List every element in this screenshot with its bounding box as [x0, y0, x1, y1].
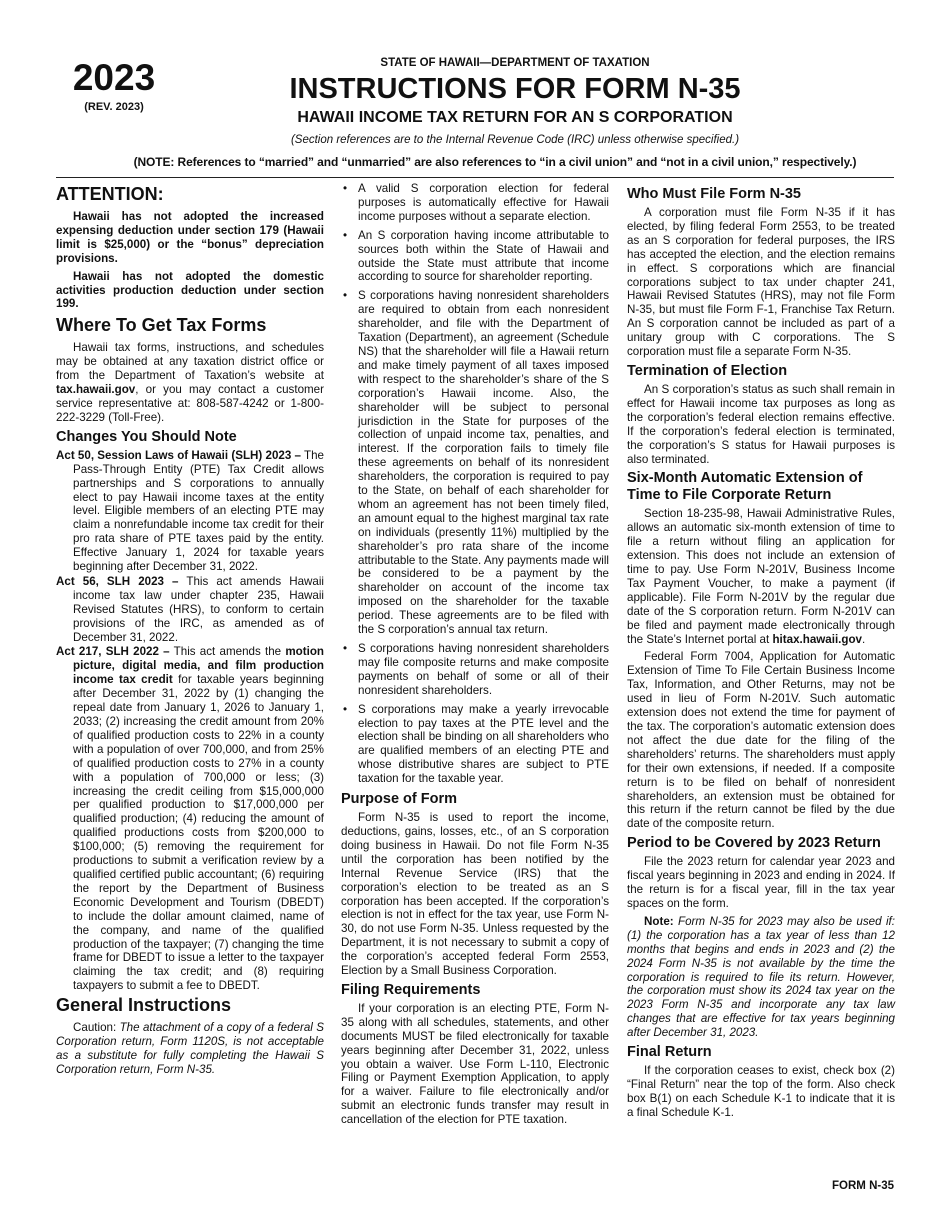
list-item: • An S corporation having income attributable to sources both within the State of Hawaii and outside the State must attribute that income according to source for shareholder reporting. [341, 229, 609, 285]
list-item: • S corporations having nonresident shareholders may file composite returns and make composite payments on behalf of some or all of their nonresident shareholders. [341, 642, 609, 698]
purpose-paragraph: Form N-35 is used to report the income, deductions, gains, losses, etc., of an S corporation doing business in Hawaii. Do not file Form N-35 until the corporation has been notified by the Internal Revenue Service (IRS) that the corporation’s election to be treated as an S corporation has been accepted. If the corporation’s election is not in effect for the tax year, use Form N-30, do not use Form N-35. Unless requested by the Department, it is not necessary to submit a copy of the corporation’s accepted federal Form 2553, Election by a Small Business Corporation. [341, 811, 609, 978]
extension-paragraph-1: Section 18-235-98, Hawaii Administrative Rules, allows an automatic six-month extension of time to file a return without filing an application for extension. This does not include an extension of time to pay. Use Form N-201V, Business Income Tax Payment Voucher, to make a payment (if applicable). File Form N-201V by the regular due date of the S corporation return. Form N-201V can be filed and payment made electronically through the State’s Internet portal at hitax.hawaii.gov. [627, 507, 895, 646]
header-divider [56, 177, 894, 178]
attention-paragraph-1: Hawaii has not adopted the increased expensing deduction under section 179 (Hawaii limit is $25,000) or the “bonus” depreciation provisions. [56, 210, 324, 265]
attention-paragraph-2: Hawaii has not adopted the domestic activities production deduction under section 199. [56, 269, 324, 311]
act-217-item: Act 217, SLH 2022 – This act amends the motion picture, digital media, and film production income tax credit for taxable years beginning after December 31, 2022 by (1) changing the repeal date from January 1, 2026 to January 1, 2033; (2) increasing the credit amount from 20% of qualified production costs to 22% in a county with a population of over 700,000, and from 25% of qualified production costs to 27% in a county with a population of 700,000 or less; (3) increasing the credit ceiling from $15,000,000 per qualified production to $17,000,000 per qualified production; (4) reducing the amount of qualified productions costs from $200,000 to $100,000; (5) removing the requirement for productions to submit a verification review by a qualified certified public accountant; (6) requiring the report by the Department of Business Economic Development and Tourism (DBEDT) to include the dollar amount claimed, name of the company, and name of the qualified production of the taxpayer; (7) changing the time frame for DBEDT to issue a letter to the taxpayer claiming the tax credit; and (8) requiring taxpayers to submit a fee to DBEDT. [56, 645, 324, 993]
period-paragraph: File the 2023 return for calendar year 2023 and fiscal years beginning in 2023 and ending in 2024. If the return is for a fiscal year, fill in the tax year spaces on the form. [627, 855, 895, 910]
final-return-paragraph: If the corporation ceases to exist, check box (2) “Final Return” near the top of the form. Also check box B(1) on each Schedule K-1 to indicate that it is a final Schedule K-1. [627, 1064, 895, 1119]
column-middle [341, 182, 609, 1131]
act-56-item: Act 56, SLH 2023 – This act amends Hawaii income tax law under chapter 235, Hawaii Revised Statutes (HRS), to conform to certain provisions of the IRC, as amended as of December 31, 2022. [56, 574, 324, 644]
column-left [56, 182, 324, 1081]
civil-union-note: (NOTE: References to “married” and “unmarried” are also references to “in a civil union” and “not in a civil union,” respectively.) [133, 155, 857, 169]
agency-name: STATE OF HAWAII—DEPARTMENT OF TAXATION [380, 57, 650, 69]
who-must-file-heading: Who Must File Form N-35 [627, 186, 801, 202]
revision-label: (REV. 2023) [84, 101, 144, 113]
page-footer: FORM N-35 [832, 1180, 894, 1192]
website-link: tax.hawaii.gov [56, 383, 136, 397]
hitax-link: hitax.hawaii.gov [772, 632, 863, 646]
attention-heading: ATTENTION: [56, 184, 164, 204]
extension-heading: Six-Month Automatic Extension of Time to File Corporate Return [627, 470, 863, 504]
period-note: Note: Form N-35 for 2023 may also be used if: (1) the corporation has a tax year of less than 12 months that begins and ends in 2023 and (2) the 2024 Form N-35 is not available by the time the corporation is required to file its return. However, the corporation must show its 2024 tax year on the 2023 Form N-35 and incorporate any tax law changes that are effective for tax years beginning after December 31, 2023. [627, 914, 895, 1040]
filing-requirements-heading: Filing Requirements [341, 981, 481, 998]
termination-heading: Termination of Election [627, 362, 788, 379]
changes-heading: Changes You Should Note [56, 428, 237, 445]
period-heading: Period to be Covered by 2023 Return [627, 835, 881, 852]
filing-requirements-paragraph: If your corporation is an electing PTE, Form N-35 along with all schedules, statements, and other documents MUST be filed electronically for taxable years beginning after December 31, 2022, unless you obtain a waiver. Use Form L-110, Electronic Filing or Payment Exemption Application, to apply for a waiver. Failure to file electronically and/or submit an electronic funds transfer may result in cancellation of the election for PTE taxation. [341, 1001, 609, 1127]
s-corp-bullet-list [341, 182, 609, 786]
form-year: 2023 [72, 57, 156, 98]
page-subtitle: HAWAII INCOME TAX RETURN FOR AN S CORPORATION [297, 109, 733, 126]
extension-paragraph-2: Federal Form 7004, Application for Automatic Extension of Time To File Certain Business Income Tax, Information, and Other Returns, may not be used in lieu of Form N-201V. Such automatic extension does not extend the time for payment of the tax. The corporation’s automatic extension does not affect the due date for the filing of the shareholders’ returns. The shareholders must apply for their own extensions, if needed. If a composite return is to be filed on behalf of nonresident shareholders, an extension must be obtained for this return if the return cannot be filed by the due date of the composite return. [627, 650, 895, 831]
where-to-get-forms-paragraph: Hawaii tax forms, instructions, and schedules may be obtained at any taxation district office or from the Department of Taxation’s website at tax.hawaii.gov, or you may contact a customer service representative at: 808-587-4242 or 1-800-222-3229 (Toll-Free). [56, 341, 324, 424]
purpose-heading: Purpose of Form [341, 791, 458, 808]
list-item: • S corporations may make a yearly irrevocable election to pay taxes at the PTE level and the election shall be binding on all shareholders who are qualified members of an electing PTE and whose distributive shares are subject to PTE taxation for the taxable year. [341, 703, 609, 786]
list-item: • S corporations having nonresident shareholders are required to obtain from each nonresident shareholder, and file with the Department of Taxation (Department), an agreement (Schedule NS) that the shareholder will file a Hawaii return and make timely payment of all taxes imposed with respect to the shareholder’s share of the S corporation’s Hawaii income. Also, the shareholder will be subject to personal jurisdiction in the State for purposes of the collection of unpaid income tax, penalties, and interest. If the corporation fails to timely file these agreements on behalf of its nonresident shareholders, the corporation is required to pay to the State, on behalf of each shareholder for whom an agreement has not been timely filed, an amount equal to the highest marginal tax rate on individuals (presently 11%) multiplied by the shareholder’s pro rata share of the income attributable to the State. Any payments made will be considered to be a payment by the shareholder on account of the income tax imposed on the shareholder for the taxable period. These agreements are to be filed with the S corporation’s annual tax return. [341, 289, 609, 637]
page-title: INSTRUCTIONS FOR FORM N-35 [289, 73, 741, 105]
who-must-file-paragraph: A corporation must file Form N-35 if it has elected, by filing federal Form 2553, to be treated as an S corporation for federal purposes, the IRS has accepted the election, and the election remains in effect. S corporations which are financial corporations subject to tax under chapter 241, Hawaii Revised Statutes (HRS), may not file Form N-35, but must file Form F-1, Franchise Tax Return. An S corporation cannot be included as part of a unitary group with C corporations. The S corporation must file a separate Form N-35. [627, 206, 895, 359]
general-instructions-heading: General Instructions [56, 995, 232, 1016]
caution-paragraph: Caution: The attachment of a copy of a federal S Corporation return, Form 1120S, is not acceptable as a substitute for fully completing the Hawaii S Corporation return, Form N-35. [56, 1021, 325, 1076]
section-reference-note: (Section references are to the Internal Revenue Code (IRC) unless otherwise specified.) [290, 134, 740, 146]
final-return-heading: Final Return [627, 1044, 712, 1061]
termination-paragraph: An S corporation’s status as such shall remain in effect for Hawaii income tax purposes as long as the corporation’s federal election remains effective. If the corporation’s federal election is terminated, the corporation’s S status for Hawaii purposes is also terminated. [627, 382, 895, 466]
act-50-item: Act 50, Session Laws of Hawaii (SLH) 2023 – The Pass-Through Entity (PTE) Tax Credit allows partnerships and S corporations to annually elect to pay Hawaii income taxes at the entity level. Eligible members of an electing PTE may claim a nonrefundable income tax credit for their pro rata share of PTE taxes paid by the entity. Effective January 1, 2024 for taxable years beginning after December 31, 2022. [56, 448, 324, 574]
column-right [627, 182, 895, 1124]
form-header [0, 0, 950, 180]
where-to-get-forms-heading: Where To Get Tax Forms [56, 315, 267, 336]
list-item: • A valid S corporation election for federal purposes is automatically effective for Hawaii income purposes without a separate election. [341, 182, 609, 224]
